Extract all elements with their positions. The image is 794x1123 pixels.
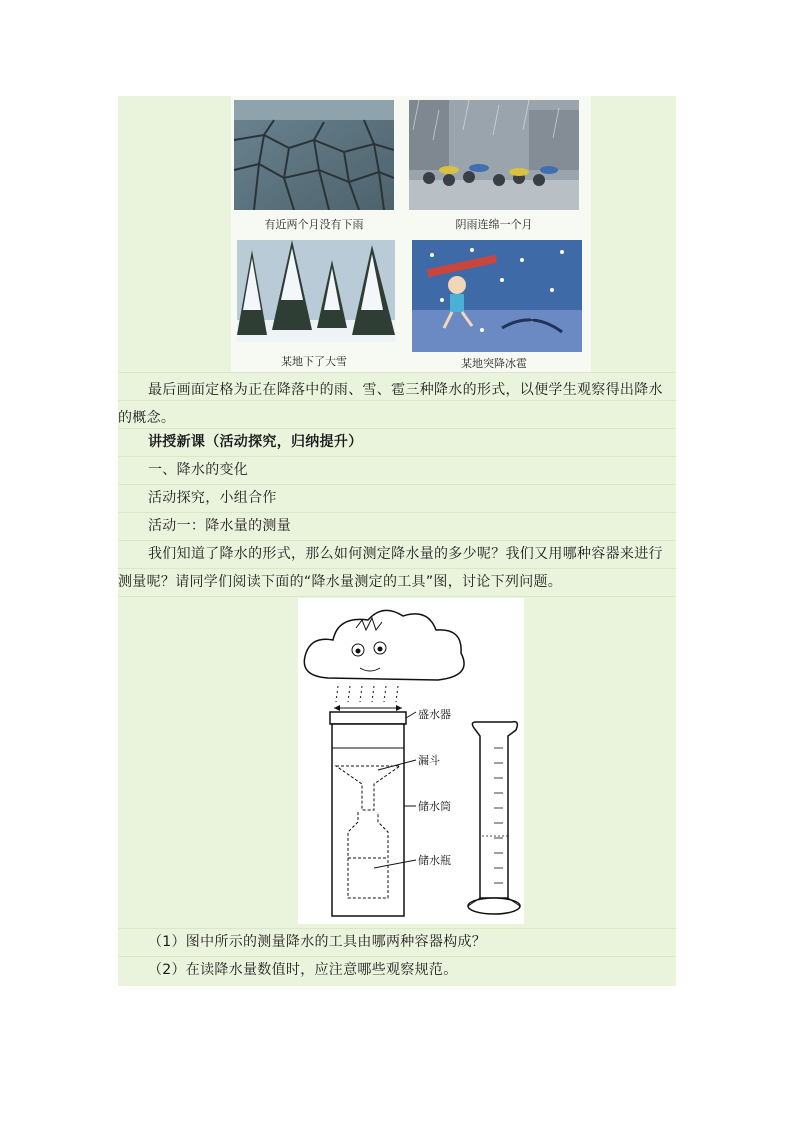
activity-line: 活动探究，小组合作 (148, 490, 277, 506)
photo-hail (412, 240, 582, 352)
photo-snow (237, 240, 395, 342)
caption-hail: 某地突降冰雹 (461, 357, 527, 370)
caption-rain: 阴雨连绵一个月 (455, 218, 533, 231)
label-funnel: 漏斗 (418, 754, 440, 767)
activity-one: 活动一：降水量的测量 (148, 518, 291, 534)
question-2: （2）在读降水量数值时，应注意哪些观察规范。 (148, 962, 458, 978)
heading-new-lesson: 讲授新课（活动探究，归纳提升） (148, 434, 363, 450)
paragraph-intro: 我们知道了降水的形式，那么如何测定降水量的多少呢？我们又用哪种容器来进行测量呢？请同学们阅读下面的“降水量测定的工具”图，讨论下列问题。 (118, 546, 663, 590)
question-1: （1）图中所示的测量降水的工具由哪两种容器构成？ (148, 934, 487, 950)
label-collector: 盛水器 (418, 708, 451, 721)
label-storage-bottle: 储水瓶 (418, 854, 451, 867)
section-title: 一、降水的变化 (148, 462, 249, 478)
photo-drought (234, 100, 394, 210)
label-storage-tube: 储水筒 (418, 800, 451, 813)
rain-gauge-diagram (298, 598, 524, 924)
photo-rain (409, 100, 579, 210)
weather-photo-collage (231, 96, 591, 372)
paragraph-summary: 最后画面定格为正在降落中的雨、雪、雹三种降水的形式，以便学生观察得出降水的概念。 (118, 382, 663, 426)
measuring-cylinder (468, 722, 520, 914)
caption-snow: 某地下了大雪 (281, 355, 347, 368)
caption-drought: 有近两个月没有下雨 (264, 218, 364, 231)
document-page (118, 96, 676, 986)
